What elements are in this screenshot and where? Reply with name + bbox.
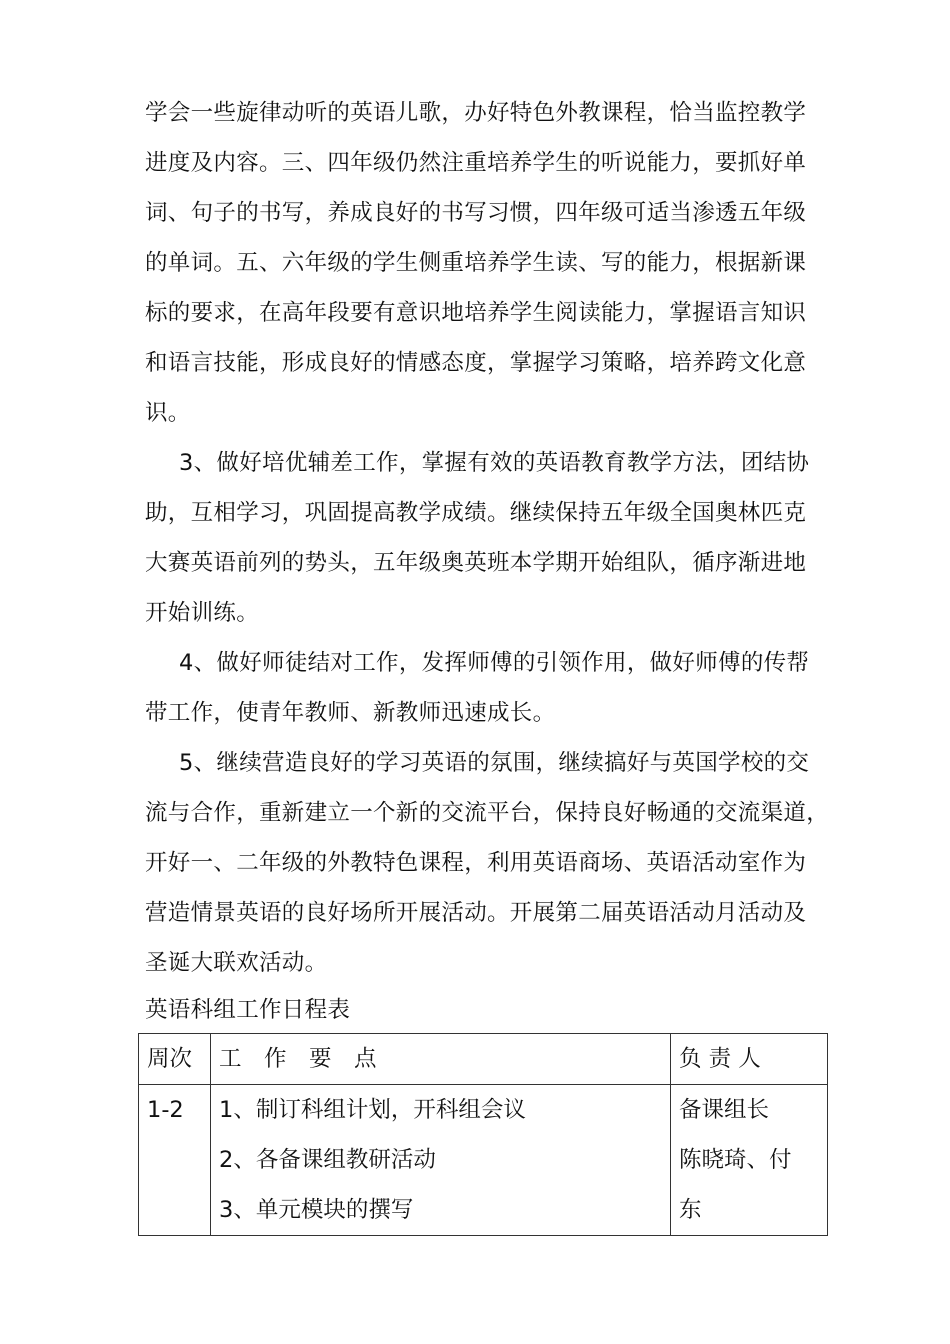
cell-work-points	[211, 1085, 671, 1236]
text-line: 进度及内容。三、四年级仍然注重培养学生的听说能力，要抓好单	[145, 150, 807, 176]
text-line: 和语言技能，形成良好的情感态度，掌握学习策略，培养跨文化意	[145, 350, 807, 376]
text-line: 识。	[145, 400, 191, 426]
work-point: 2、各备课组教研活动	[219, 1147, 436, 1173]
text-line: 开始训练。	[145, 600, 260, 626]
text-line: 大赛英语前列的势头，五年级奥英班本学期开始组队，循序渐进地	[145, 550, 807, 576]
cell-responsible	[671, 1085, 828, 1236]
text-line: 词、句子的书写，养成良好的书写习惯，四年级可适当渗透五年级	[145, 200, 807, 226]
text-line: 标的要求，在高年段要有意识地培养学生阅读能力，掌握语言知识	[145, 300, 807, 326]
text-line: 圣诞大联欢活动。	[145, 950, 328, 976]
header-work-points: 工 作 要 点	[211, 1034, 671, 1085]
cell-week	[139, 1085, 211, 1236]
paragraph-continuation	[145, 88, 845, 438]
table-row	[139, 1085, 828, 1236]
table-caption: 英语科组工作日程表	[145, 997, 351, 1023]
text-line: 的单词。五、六年级的学生侧重培养学生读、写的能力，根据新课	[145, 250, 807, 276]
work-point: 3、单元模块的撰写	[219, 1197, 414, 1223]
header-responsible: 负 责 人	[671, 1034, 828, 1085]
text-line: 4、做好师徒结对工作，发挥师傅的引领作用，做好师傅的传帮	[179, 650, 810, 676]
header-week: 周次	[139, 1034, 211, 1085]
paragraph-item-3	[145, 438, 845, 638]
text-line: 5、继续营造良好的学习英语的氛围，继续搞好与英国学校的交	[179, 750, 810, 776]
text-line: 3、做好培优辅差工作，掌握有效的英语教育教学方法，团结协	[179, 450, 810, 476]
text-line: 营造情景英语的良好场所开展活动。开展第二届英语活动月活动及	[145, 900, 807, 926]
responsible-line: 东	[679, 1197, 702, 1223]
table-header-row	[139, 1034, 828, 1085]
text-line: 开好一、二年级的外教特色课程，利用英语商场、英语活动室作为	[145, 850, 807, 876]
text-line: 学会一些旋律动听的英语儿歌，办好特色外教课程，恰当监控教学	[145, 100, 807, 126]
text-line: 带工作，使青年教师、新教师迅速成长。	[145, 700, 556, 726]
paragraph-item-5	[145, 738, 845, 988]
week-value: 1-2	[147, 1097, 184, 1123]
work-point: 1、制订科组计划，开科组会议	[219, 1097, 526, 1123]
paragraph-item-4	[145, 638, 845, 738]
text-line: 助，互相学习，巩固提高教学成绩。继续保持五年级全国奥林匹克	[145, 500, 807, 526]
responsible-line: 陈晓琦、付	[679, 1147, 792, 1173]
responsible-line: 备课组长	[679, 1097, 770, 1123]
schedule-table	[138, 1033, 828, 1236]
text-line: 流与合作，重新建立一个新的交流平台，保持良好畅通的交流渠道，	[145, 800, 830, 826]
